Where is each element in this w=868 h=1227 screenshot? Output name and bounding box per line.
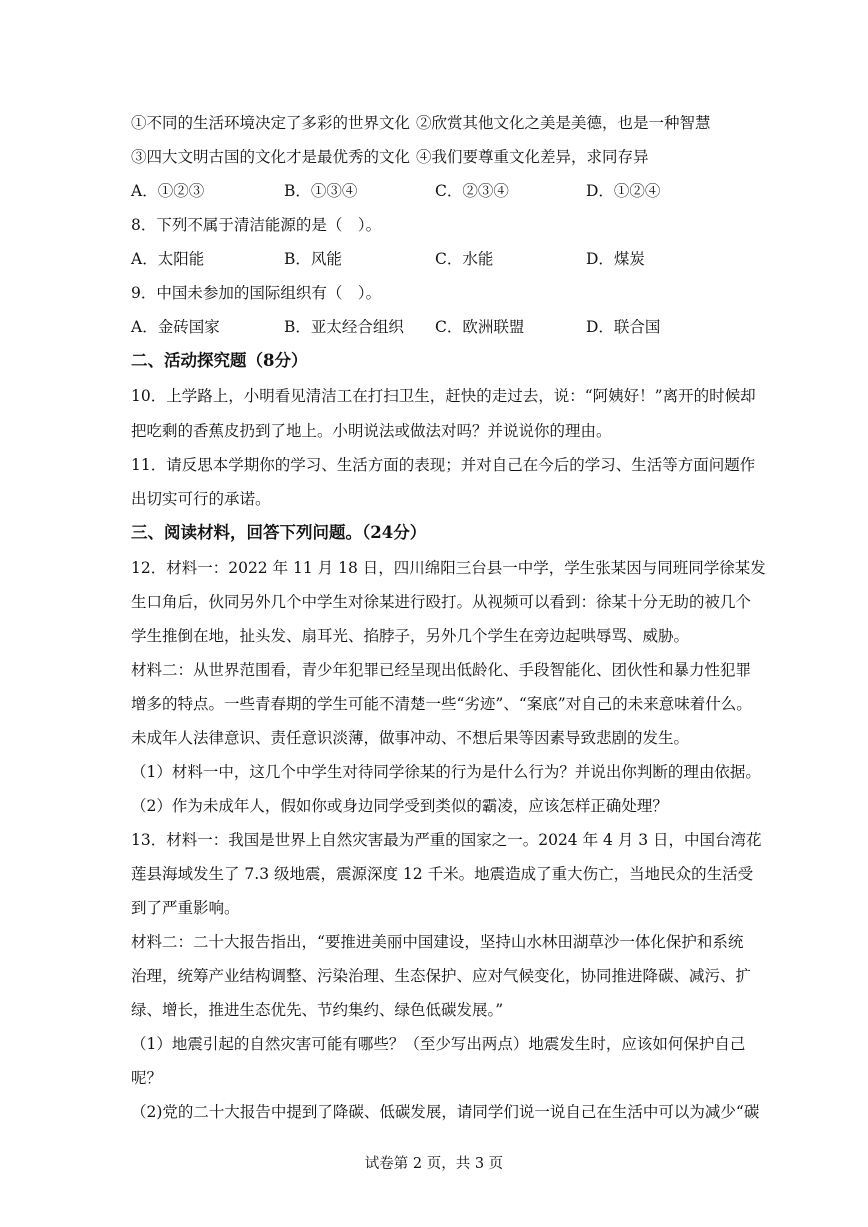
q7-option-b: B．①③④ [284,182,358,200]
q7-option-a: A．①②③ [131,182,205,200]
section-3-title: 三、阅读材料，回答下列问题。（24分） [131,523,427,542]
q13-sub-question-1-line-1: （1）地震引起的自然灾害可能有哪些？（至少写出两点）地震发生时，应该如何保护自己 [131,1035,746,1053]
q7-item-4: ④我们要尊重文化差异，求同存异 [416,148,649,166]
q13-sub-question-2: （2)党的二十大报告中提到了降碳、低碳发展，请同学们说一说自己在生活中可以为减少“碳 [131,1103,760,1121]
q12-material-1-line-1: 12．材料一：2022 年 11 月 18 日，四川绵阳三台县一中学，学生张某因与同班同学徐某发 [131,559,766,577]
q11-line-2: 出切实可行的承诺。 [131,490,271,508]
q13-material-2-line-1: 材料二：二十大报告指出，“要推进美丽中国建设，坚持山水林田湖草沙一体化保护和系统 [131,933,744,951]
q7-option-d: D．①②④ [586,182,661,200]
q9-stem: 9．中国未参加的国际组织有（ ）。 [131,284,382,302]
q12-sub-question-2: （2）作为未成年人，假如你或身边同学受到类似的霸凌，应该怎样正确处理？ [131,797,668,815]
q7-item-2: ②欣赏其他文化之美是美德，也是一种智慧 [416,114,711,132]
q12-material-2-line-1: 材料二：从世界范围看，青少年犯罪已经呈现出低龄化、手段智能化、团伙性和暴力性犯罪 [131,661,752,679]
page-footer: 试卷第 2 页，共 3 页 [364,1156,504,1172]
q13-sub-question-1-line-2: 呢？ [131,1069,163,1087]
q13-material-2-line-2: 治理，统筹产业结构调整、污染治理、生态保护、应对气候变化，协同推进降碳、减污、扩 [131,967,752,985]
q12-sub-question-1: （1）材料一中，这几个中学生对待同学徐某的行为是什么行为？并说出你判断的理由依据。 [131,763,761,781]
q8-option-d: D．煤炭 [586,250,645,268]
q9-option-a: A．金砖国家 [131,318,220,336]
q8-option-c: C．水能 [435,250,494,268]
q13-material-1-line-1: 13．材料一：我国是世界上自然灾害最为严重的国家之一。2024 年 4 月 3 日，中国台湾花 [131,831,762,849]
q9-option-c: C．欧洲联盟 [435,318,525,336]
q8-option-b: B．风能 [284,250,342,268]
q9-option-b: B．亚太经合组织 [284,318,404,336]
q11-line-1: 11．请反思本学期你的学习、生活方面的表现；并对自己在今后的学习、生活等方面问题作 [131,456,756,474]
q13-material-2-line-3: 绿、增长，推进生态优先、节约集约、绿色低碳发展。” [131,1001,504,1019]
q13-material-1-line-3: 到了严重影响。 [131,899,240,917]
q8-stem: 8．下列不属于清洁能源的是（ ）。 [131,216,382,234]
q12-material-2-line-2: 增多的特点。一些青春期的学生可能不清楚一些“劣迹”、“案底”对自己的未来意味着什么。 [131,695,752,713]
q13-material-1-line-2: 莲县海域发生了 7.3 级地震，震源深度 12 千米。地震造成了重大伤亡，当地民众的生活受 [131,865,754,883]
q7-item-1: ①不同的生活环境决定了多彩的世界文化 [131,114,411,132]
q7-option-c: C．②③④ [435,182,509,200]
q7-item-3: ③四大文明古国的文化才是最优秀的文化 [131,148,411,166]
q12-material-1-line-2: 生口角后，伙同另外几个中学生对徐某进行殴打。从视频可以看到：徐某十分无助的被几个 [131,593,752,611]
section-2-title: 二、活动探究题（8分） [131,351,308,370]
q9-option-d: D．联合国 [586,318,661,336]
q8-option-a: A．太阳能 [131,250,205,268]
q12-material-1-line-3: 学生推倒在地，扯头发、扇耳光、掐脖子，另外几个学生在旁边起哄辱骂、威胁。 [131,627,690,645]
q10-line-1: 10．上学路上，小明看见清洁工在打扫卫生，赶快的走过去，说：“阿姨好！”离开的时候却 [131,387,756,405]
q12-material-2-line-3: 未成年人法律意识、责任意识淡薄，做事冲动、不想后果等因素导致悲剧的发生。 [131,729,690,747]
q10-line-2: 把吃剩的香蕉皮扔到了地上。小明说法或做法对吗？并说说你的理由。 [131,422,612,440]
